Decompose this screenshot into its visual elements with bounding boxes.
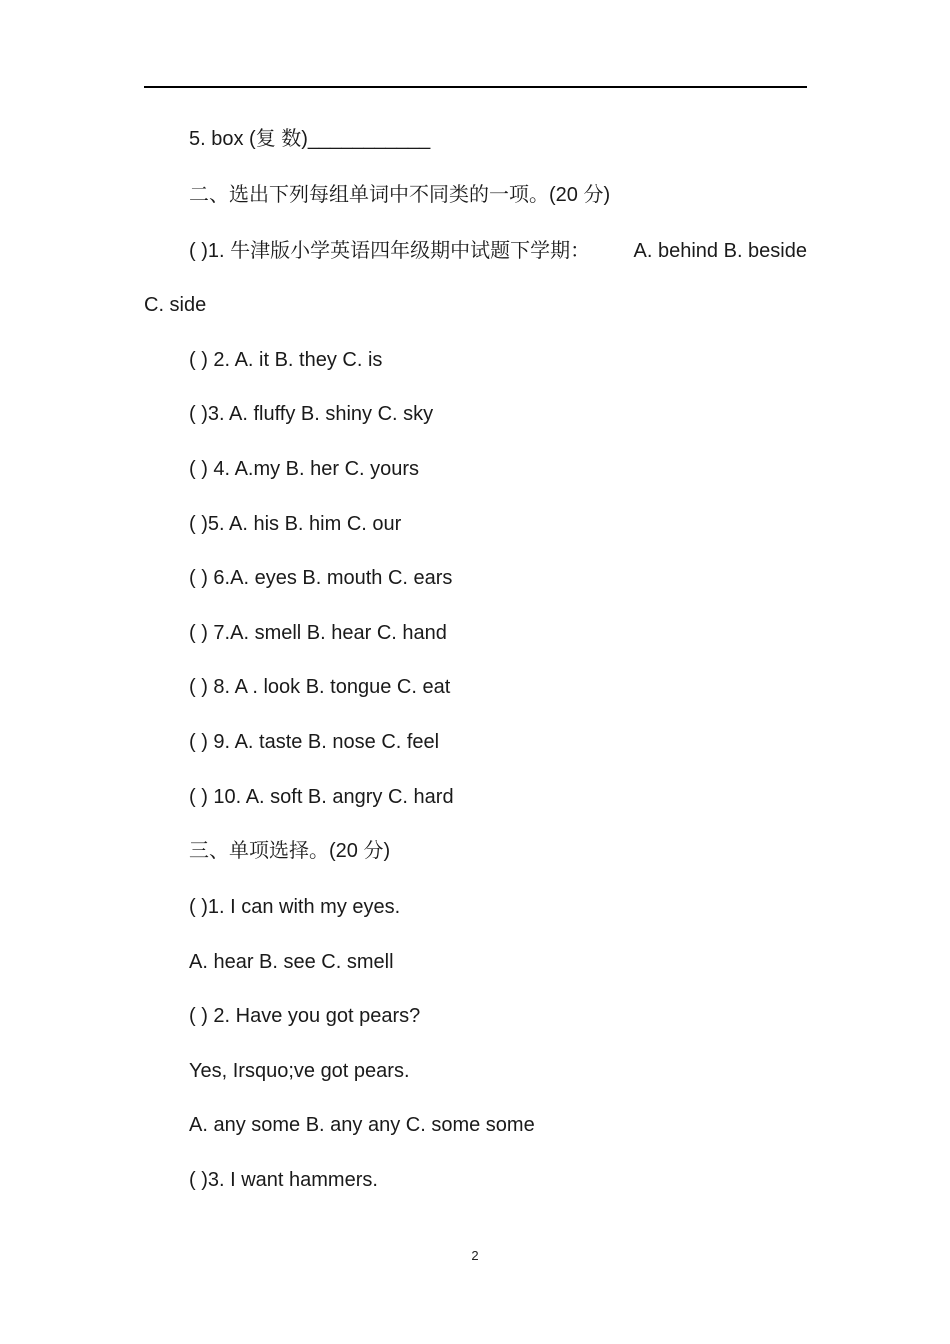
question-3-1: ( )1. I can with my eyes. [189,896,401,918]
question-2-7: ( ) 7.A. smell B. hear C. hand [189,622,447,644]
question-3-2: ( ) 2. Have you got pears? [189,1005,421,1027]
header-rule [144,86,807,88]
page-number: 2 [471,1248,479,1263]
question-2-4: ( ) 4. A.my B. her C. yours [189,458,420,480]
question-2-3: ( )3. A. fluffy B. shiny C. sky [189,403,434,425]
question-2-9: ( ) 9. A. taste B. nose C. feel [189,731,440,753]
question-2-1-continued: C. side [144,294,207,316]
section-heading-3: 三、单项选择。(20 分) [189,840,391,862]
question-3-1-options: A. hear B. see C. smell [189,951,394,973]
question-3-2-answer: Yes, Irsquo;ve got pears. [189,1060,410,1082]
question-3-3: ( )3. I want hammers. [189,1169,378,1191]
exercise-item-box-plural: 5. box (复 数)___________ [189,128,431,150]
question-3-2-options: A. any some B. any any C. some some [189,1114,535,1136]
question-2-1-options: A. behind B. beside [633,240,807,262]
question-2-5: ( )5. A. his B. him C. our [189,513,402,535]
question-2-1 [189,239,807,263]
question-2-6: ( ) 6.A. eyes B. mouth C. ears [189,567,453,589]
section-heading-2: 二、选出下列每组单词中不同类的一项。(20 分) [189,184,611,206]
question-2-2: ( ) 2. A. it B. they C. is [189,349,383,371]
question-2-8: ( ) 8. A . look B. tongue C. eat [189,676,451,698]
question-2-1-prefix: ( )1. 牛津版小学英语四年级期中试题下学期： [189,240,591,262]
question-2-10: ( ) 10. A. soft B. angry C. hard [189,786,454,808]
